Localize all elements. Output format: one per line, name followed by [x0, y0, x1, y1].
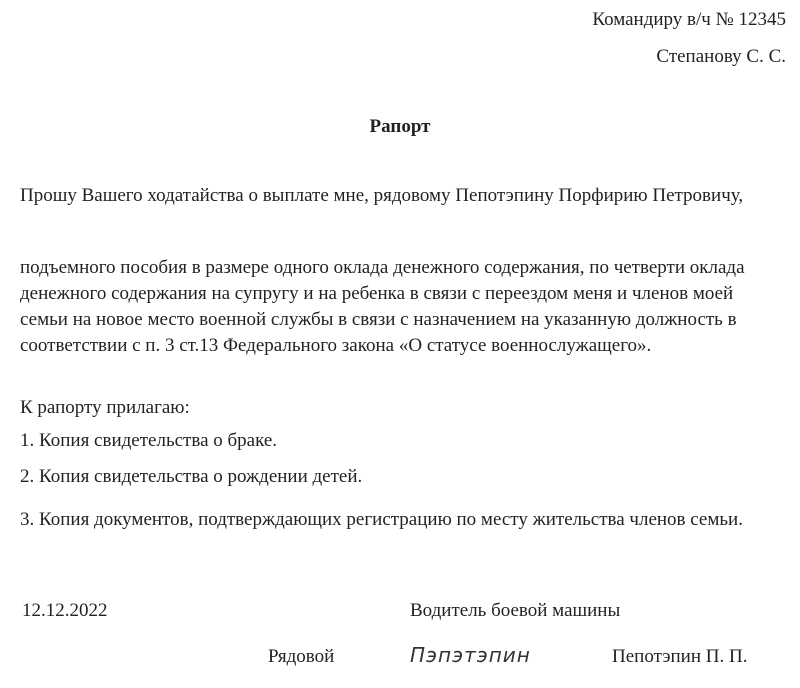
request-paragraph: Прошу Вашего ходатайства о выплате мне, рядовому Пепотэпину Порфирию Петровичу,: [20, 185, 744, 206]
attachment-item: 3. Копия документов, подтверждающих регистрацию по месту жительства членов семьи.: [20, 509, 743, 530]
signer-name: Пепотэпин П. П.: [612, 646, 748, 667]
addressee-commander: Командиру в/ч № 12345: [592, 9, 786, 30]
attachment-item: 2. Копия свидетельства о рождении детей.: [20, 466, 363, 487]
addressee-name: Степанову С. С.: [656, 46, 786, 67]
document-title: Рапорт: [369, 116, 431, 137]
attachment-item: 1. Копия свидетельства о браке.: [20, 430, 278, 451]
details-paragraph: подъемного пособия в размере одного оклада денежного содержания, по четверти оклада денежного содержания на супругу и на ребенка в связи с переездом меня и членов моей семьи на новое место военной службы в связи с назначением на указанную должность в соответствии с п. 3 ст.13 Федерального закона «О статусе военнослужащего».: [20, 257, 745, 356]
handwritten-signature: Пэпэтэпин: [410, 643, 531, 667]
signer-position: Водитель боевой машины: [410, 600, 621, 621]
document-date: 12.12.2022: [22, 600, 108, 621]
attachments-intro: К рапорту прилагаю:: [20, 397, 190, 418]
signer-rank: Рядовой: [268, 646, 335, 667]
